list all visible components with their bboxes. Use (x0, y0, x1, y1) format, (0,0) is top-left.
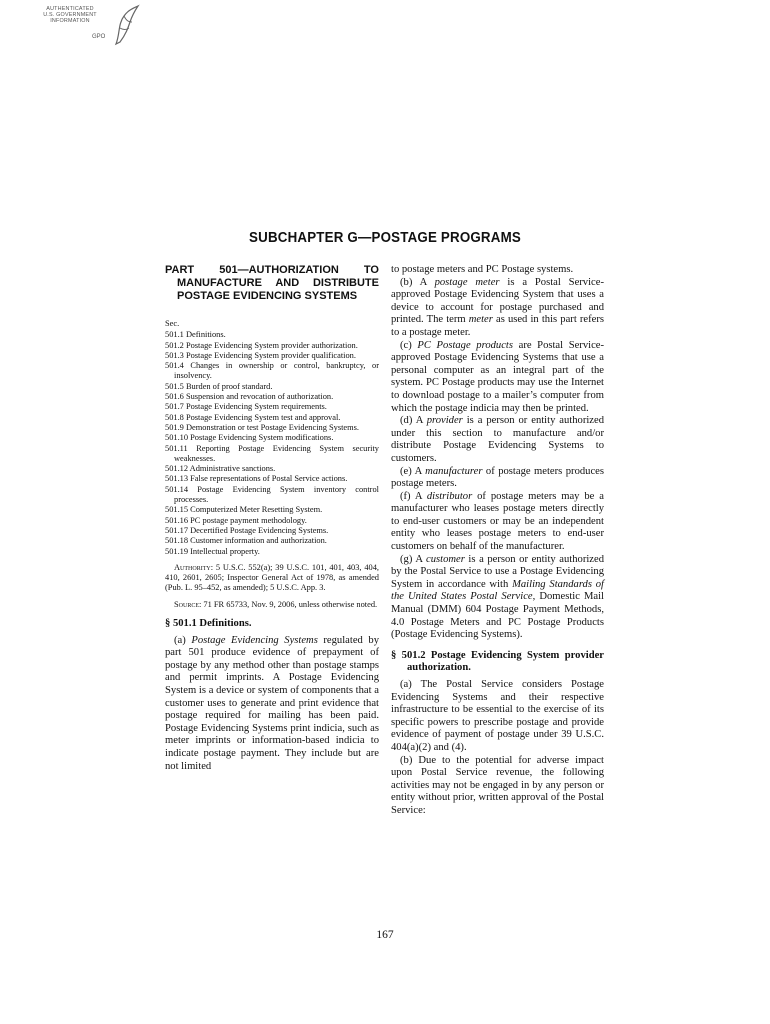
section-heading: § 501.2 Postage Evidencing System provider authorization. (391, 649, 604, 674)
paragraph: (a) The Postal Service considers Postage Evidencing Systems and their respective infrastructure to be essential to the exercise of its specific powers to prescribe postage and provide evidence of payment of postage under 39 U.S.C. 404(a)(2) and (4). (391, 679, 604, 753)
seal-mark: GPO (92, 34, 106, 40)
page-number: 167 (376, 929, 394, 941)
toc-item: 501.16 PC postage payment methodology. (165, 515, 307, 525)
paragraph: (e) A manufacturer of postage meters produces postage meters. (391, 465, 604, 490)
defined-term: customer (426, 553, 465, 565)
toc-item: 501.10 Postage Evidencing System modifications. (165, 433, 334, 443)
toc-item: 501.8 Postage Evidencing System test and approval. (165, 412, 341, 422)
toc-item: 501.13 False representations of Postal Service actions. (165, 474, 348, 484)
part-heading: PART 501—AUTHORIZATION TO MANUFACTURE AND DISTRIBUTE POSTAGE EVIDENCING SYSTEMS (165, 264, 379, 302)
toc-item: 501.4 Changes in ownership or control, bankruptcy, or insolvency. (165, 361, 379, 381)
paragraph: (d) A provider is a person or entity authorized under this section to manufacture and/or distribute Postage Evidencing Systems to customers. (391, 415, 604, 464)
toc-item: 501.6 Suspension and revocation of authorization. (165, 392, 334, 402)
toc-item: 501.7 Postage Evidencing System requirements. (165, 402, 327, 412)
right-column (391, 264, 604, 818)
paragraph: (f) A distributor of postage meters may be a manufacturer who leases postage meters directly to end-user customers or may be an independent entity who leases postage meters to end-user customers on behalf of the manufacturer. (391, 490, 604, 553)
paragraph: (g) A customer is a person or entity authorized by the Postal Service to use a Postage Evidencing System in accordance with Mailing Standards of the United States Postal Service, Domestic Mail Manual (DMM) 604 Postage Payment Methods, 4.0 Postage Meters and PC Postage Products (Postage Evidencing Systems). (391, 553, 604, 641)
defined-term: distributor (426, 490, 473, 502)
toc-item: 501.2 Postage Evidencing System provider authorization. (165, 340, 358, 350)
left-column (165, 264, 379, 773)
section-heading: § 501.1 Definitions. (165, 618, 252, 630)
publication-title: Mailing Standards of the United States Postal Service, (391, 578, 604, 603)
defined-term: meter (468, 314, 493, 326)
source-note (165, 600, 379, 610)
defined-term: manufacturer (425, 465, 483, 477)
source-label: Source: (174, 599, 202, 609)
gpo-authentication-seal (30, 4, 142, 50)
toc-item: 501.9 Demonstration or test Postage Evidencing Systems. (165, 422, 359, 432)
seal-text: AUTHENTICATED U.S. GOVERNMENT INFORMATION (43, 6, 97, 25)
toc-item: 501.19 Intellectual property. (165, 546, 260, 556)
defined-term: provider (426, 415, 463, 427)
authority-text: 5 U.S.C. 552(a); 39 U.S.C. 101, 401, 403, 404, 410, 2601, 2605; Inspector General Act of 1978, as amended (Pub. L. 95–452, as amended); 5 U.S.C. App. 3. (165, 562, 379, 593)
defined-term: PC Postage products (417, 339, 513, 351)
source-text: 71 FR 65733, Nov. 9, 2006, unless otherwise noted. (201, 599, 378, 609)
paragraph: (b) Due to the potential for adverse impact upon Postal Service revenue, the following activities may not be engaged in by any person or entity without prior, written approval of the Postal Service: (391, 754, 604, 816)
toc-item: 501.1 Definitions. (165, 330, 226, 340)
toc-item: 501.11 Reporting Postage Evidencing System security weaknesses. (165, 443, 379, 463)
paragraph: (c) PC Postage products are Postal Service-approved Postage Evidencing Systems that use a personal computer as an integral part of the system. PC Postage products may use the Internet to download postage to a mailer’s computer from which the postage indicia may then be printed. (391, 339, 605, 414)
toc-item: 501.3 Postage Evidencing System provider qualification. (165, 350, 356, 360)
toc-item: 501.18 Customer information and authorization. (165, 536, 327, 546)
paragraph: to postage meters and PC Postage systems. (391, 264, 574, 275)
toc-label: Sec. (165, 319, 180, 328)
toc-item: 501.17 Decertified Postage Evidencing Systems. (165, 525, 329, 535)
paragraph: (b) A postage meter is a Postal Service-approved Postage Evidencing System that uses a device to account for postage purchased and printed. The term meter as used in this part refers to a postage meter. (391, 276, 604, 338)
table-of-contents (165, 319, 379, 557)
defined-term: postage meter (434, 276, 500, 288)
toc-item: 501.14 Postage Evidencing System inventory control processes. (165, 484, 379, 505)
eagle-icon (110, 4, 140, 48)
paragraph: (a) Postage Evidencing Systems regulated by part 501 produce evidence of prepayment of postage by any method other than postage stamps and permit imprints. A Postage Evidencing System is a device or system of components that a customer uses to generate and print evidence that postage required for mailing has been paid. Postage Evidencing Systems print indicia, such as meter imprints or information-based indicia to indicate postage payment. They include but are not limited (165, 634, 379, 772)
toc-item: 501.15 Computerized Meter Resetting System. (165, 505, 323, 515)
subchapter-title: SUBCHAPTER G—POSTAGE PROGRAMS (249, 230, 521, 246)
authority-label: Authority: (174, 562, 214, 572)
defined-term: Postage Evidencing Systems (191, 634, 318, 646)
toc-item: 501.5 Burden of proof standard. (165, 381, 273, 391)
authority-note (165, 563, 379, 594)
toc-item: 501.12 Administrative sanctions. (165, 464, 276, 474)
